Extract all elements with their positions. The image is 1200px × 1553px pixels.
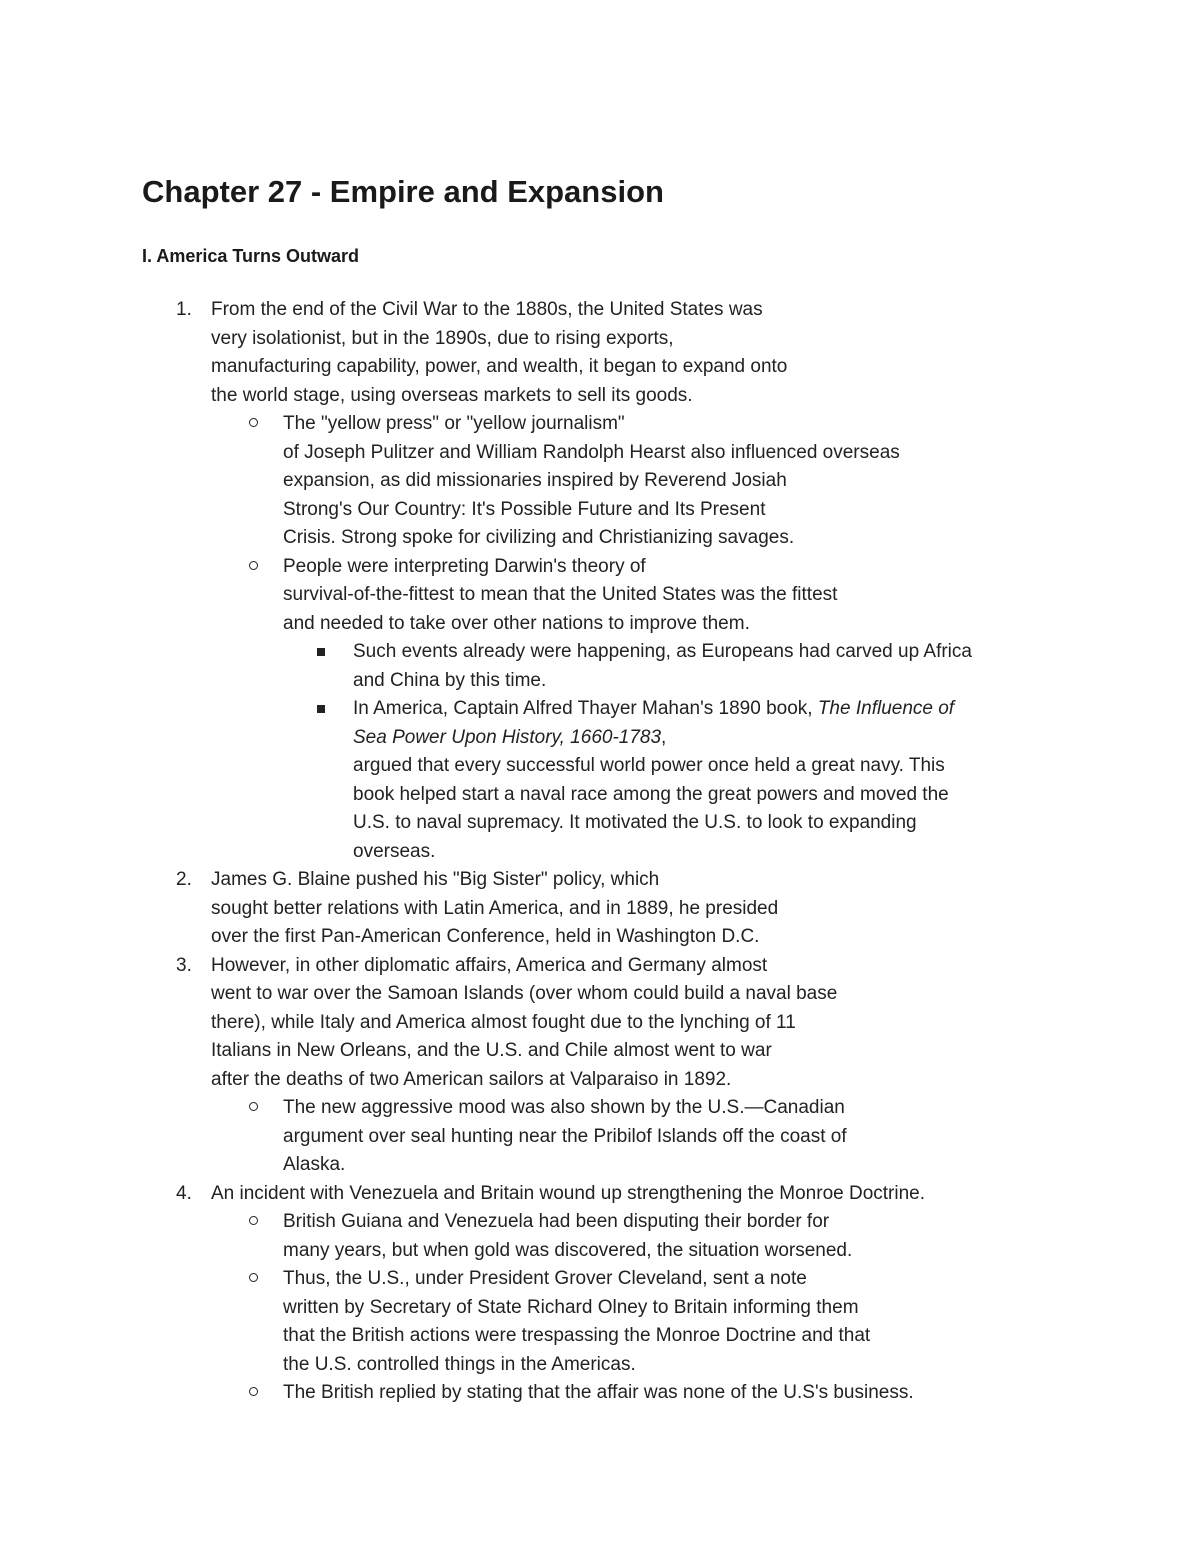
sub-sub-item-line: Such events already were happening, as Europeans had carved up Africa (353, 641, 972, 662)
sub-item-line: Strong's Our Country: It's Possible Future and Its Present (283, 498, 766, 520)
book-title-italic: Sea Power Upon History, 1660-1783 (353, 726, 662, 748)
sub-sub-item-text: In America, Captain Alfred Thayer Mahan's 1890 book, (353, 698, 818, 719)
list-item-line: Italians in New Orleans, and the U.S. and Chile almost went to war (211, 1040, 772, 1061)
sub-item-line: Crisis. Strong spoke for civilizing and Christianizing savages. (283, 527, 795, 548)
list-item-line: after the deaths of two American sailors at Valparaiso in 1892. (211, 1068, 732, 1090)
list-item-line: However, in other diplomatic affairs, America and Germany almost (211, 954, 768, 976)
list-number-3: 3. (176, 954, 192, 976)
sub-item-line: Thus, the U.S., under President Grover Cleveland, sent a note (283, 1268, 807, 1289)
sub-item-line: The British replied by stating that the affair was none of the U.S's business. (283, 1382, 914, 1403)
filled-square-bullet-icon (317, 648, 325, 656)
list-item-line: very isolationist, but in the 1890s, due to rising exports, (211, 327, 674, 349)
page-title: Chapter 27 - Empire and Expansion (142, 174, 664, 209)
hollow-circle-bullet-icon (249, 561, 258, 570)
list-item-line: over the first Pan-American Conference, held in Washington D.C. (211, 926, 760, 947)
sub-item-line: written by Secretary of State Richard Olney to Britain informing them (283, 1296, 859, 1318)
filled-square-bullet-icon (317, 705, 325, 713)
sub-sub-item-line: argued that every successful world power once held a great navy. This (353, 755, 945, 776)
hollow-circle-bullet-icon (249, 418, 258, 427)
sub-item-line: The "yellow press" or "yellow journalism" (283, 413, 625, 434)
sub-sub-item-line: and China by this time. (353, 669, 547, 691)
hollow-circle-bullet-icon (249, 1102, 258, 1111)
book-title-italic: The Influence of (817, 698, 955, 719)
list-item-line: the world stage, using overseas markets to sell its goods. (211, 384, 693, 406)
list-number-1: 1. (176, 299, 192, 320)
list-item-line: went to war over the Samoan Islands (over whom could build a naval base (211, 983, 838, 1004)
sub-item-line: expansion, as did missionaries inspired by Reverend Josiah (283, 470, 787, 491)
list-number-4: 4. (176, 1182, 192, 1204)
sub-item-line: Alaska. (283, 1154, 346, 1175)
list-item-line: there), while Italy and America almost fought due to the lynching of 11 (211, 1011, 796, 1033)
list-item-line: sought better relations with Latin America, and in 1889, he presided (211, 897, 779, 919)
sub-item-line: the U.S. controlled things in the Americas. (283, 1353, 636, 1375)
sub-item-line: many years, but when gold was discovered, the situation worsened. (283, 1239, 853, 1261)
sub-sub-item-line (353, 695, 954, 724)
sub-sub-item-line: U.S. to naval supremacy. It motivated the U.S. to look to expanding (353, 812, 917, 833)
sub-item-line: The new aggressive mood was also shown by the U.S.—Canadian (283, 1097, 845, 1118)
list-item-line: manufacturing capability, power, and wealth, it began to expand onto (211, 356, 788, 377)
sub-item-line: of Joseph Pulitzer and William Randolph Hearst also influenced overseas (283, 441, 900, 463)
sub-item-line: and needed to take over other nations to improve them. (283, 612, 750, 634)
list-item-line: From the end of the Civil War to the 1880s, the United States was (211, 299, 763, 320)
section-heading: I. America Turns Outward (142, 246, 360, 266)
sub-sub-item-line (353, 724, 666, 753)
sub-item-line: survival-of-the-fittest to mean that the United States was the fittest (283, 584, 838, 605)
sub-item-line: People were interpreting Darwin's theory of (283, 555, 646, 577)
list-number-2: 2. (176, 869, 192, 890)
list-item-line: James G. Blaine pushed his "Big Sister" policy, which (211, 869, 660, 890)
sub-sub-item-text: , (661, 726, 667, 748)
list-item-line: An incident with Venezuela and Britain wound up strengthening the Monroe Doctrine. (211, 1182, 926, 1204)
hollow-circle-bullet-icon (249, 1387, 258, 1396)
sub-item-line: British Guiana and Venezuela had been disputing their border for (283, 1211, 830, 1232)
sub-sub-item-line: overseas. (353, 840, 436, 862)
hollow-circle-bullet-icon (249, 1216, 258, 1225)
sub-sub-item-line: book helped start a naval race among the great powers and moved the (353, 783, 949, 805)
sub-item-line: that the British actions were trespassing the Monroe Doctrine and that (283, 1325, 871, 1346)
sub-item-line: argument over seal hunting near the Pribilof Islands off the coast of (283, 1125, 847, 1147)
hollow-circle-bullet-icon (249, 1273, 258, 1282)
